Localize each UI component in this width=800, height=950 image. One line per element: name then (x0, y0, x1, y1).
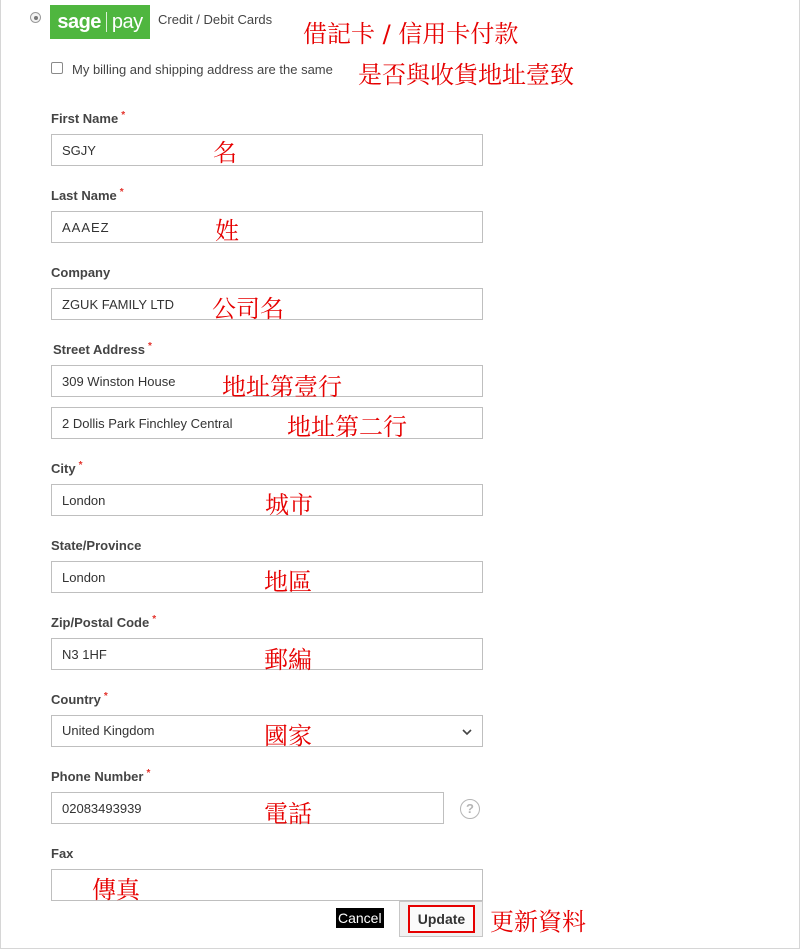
help-icon[interactable]: ? (460, 799, 480, 819)
logo-divider (106, 12, 107, 32)
sagepay-logo (50, 5, 150, 39)
annotation-first-name: 名 (213, 139, 237, 167)
required-marker: * (148, 341, 152, 352)
annotation-update: 更新資料 (490, 908, 586, 936)
annotation-same-address: 是否與收貨地址壹致 (358, 61, 574, 89)
required-marker: * (103, 691, 108, 702)
required-marker: * (121, 110, 126, 121)
annotation-street2: 地址第二行 (287, 413, 407, 441)
annotation-zip: 郵編 (264, 646, 312, 674)
zip-label: Zip/Postal Code * (51, 614, 157, 630)
same-address-label: My billing and shipping address are the same (72, 62, 333, 77)
logo-text-pay: pay (111, 10, 143, 33)
country-label: Country * (51, 691, 108, 707)
required-marker: * (146, 768, 151, 779)
update-button[interactable]: Update (408, 905, 475, 933)
same-address-checkbox[interactable] (51, 62, 63, 74)
annotation-street1: 地址第壹行 (222, 373, 342, 401)
fax-label: Fax (51, 846, 74, 861)
annotation-state: 地區 (264, 568, 312, 596)
cancel-button[interactable]: Cancel (338, 910, 382, 926)
annotation-phone: 電話 (264, 800, 312, 828)
annotation-city: 城市 (265, 491, 313, 519)
last-name-input[interactable] (51, 211, 483, 243)
company-label: Company (51, 265, 111, 280)
annotation-company: 公司名 (212, 295, 284, 323)
street-line2-input[interactable] (51, 407, 483, 439)
annotation-payment: 借記卡 / 信用卡付款 (303, 20, 519, 48)
annotation-fax: 傳真 (92, 876, 140, 904)
logo-text-sage: sage (57, 10, 101, 33)
phone-label: Phone Number * (51, 768, 151, 784)
city-label: City * (51, 460, 83, 476)
phone-input[interactable] (51, 792, 444, 824)
chevron-down-icon (460, 725, 474, 739)
street-address-label: Street Address * (53, 341, 152, 357)
first-name-label: First Name * (51, 110, 126, 126)
annotation-country: 國家 (264, 722, 312, 750)
payment-method-label: Credit / Debit Cards (158, 12, 273, 27)
payment-method-radio[interactable] (30, 12, 41, 23)
update-button-frame (399, 901, 483, 937)
annotation-last-name: 姓 (215, 217, 239, 245)
state-label: State/Province (51, 538, 142, 553)
required-marker: * (152, 614, 157, 625)
last-name-label: Last Name * (51, 187, 124, 203)
required-marker: * (119, 187, 124, 198)
first-name-input[interactable] (51, 134, 483, 166)
required-marker: * (78, 460, 83, 471)
country-selected-value: United Kingdom (62, 723, 155, 738)
